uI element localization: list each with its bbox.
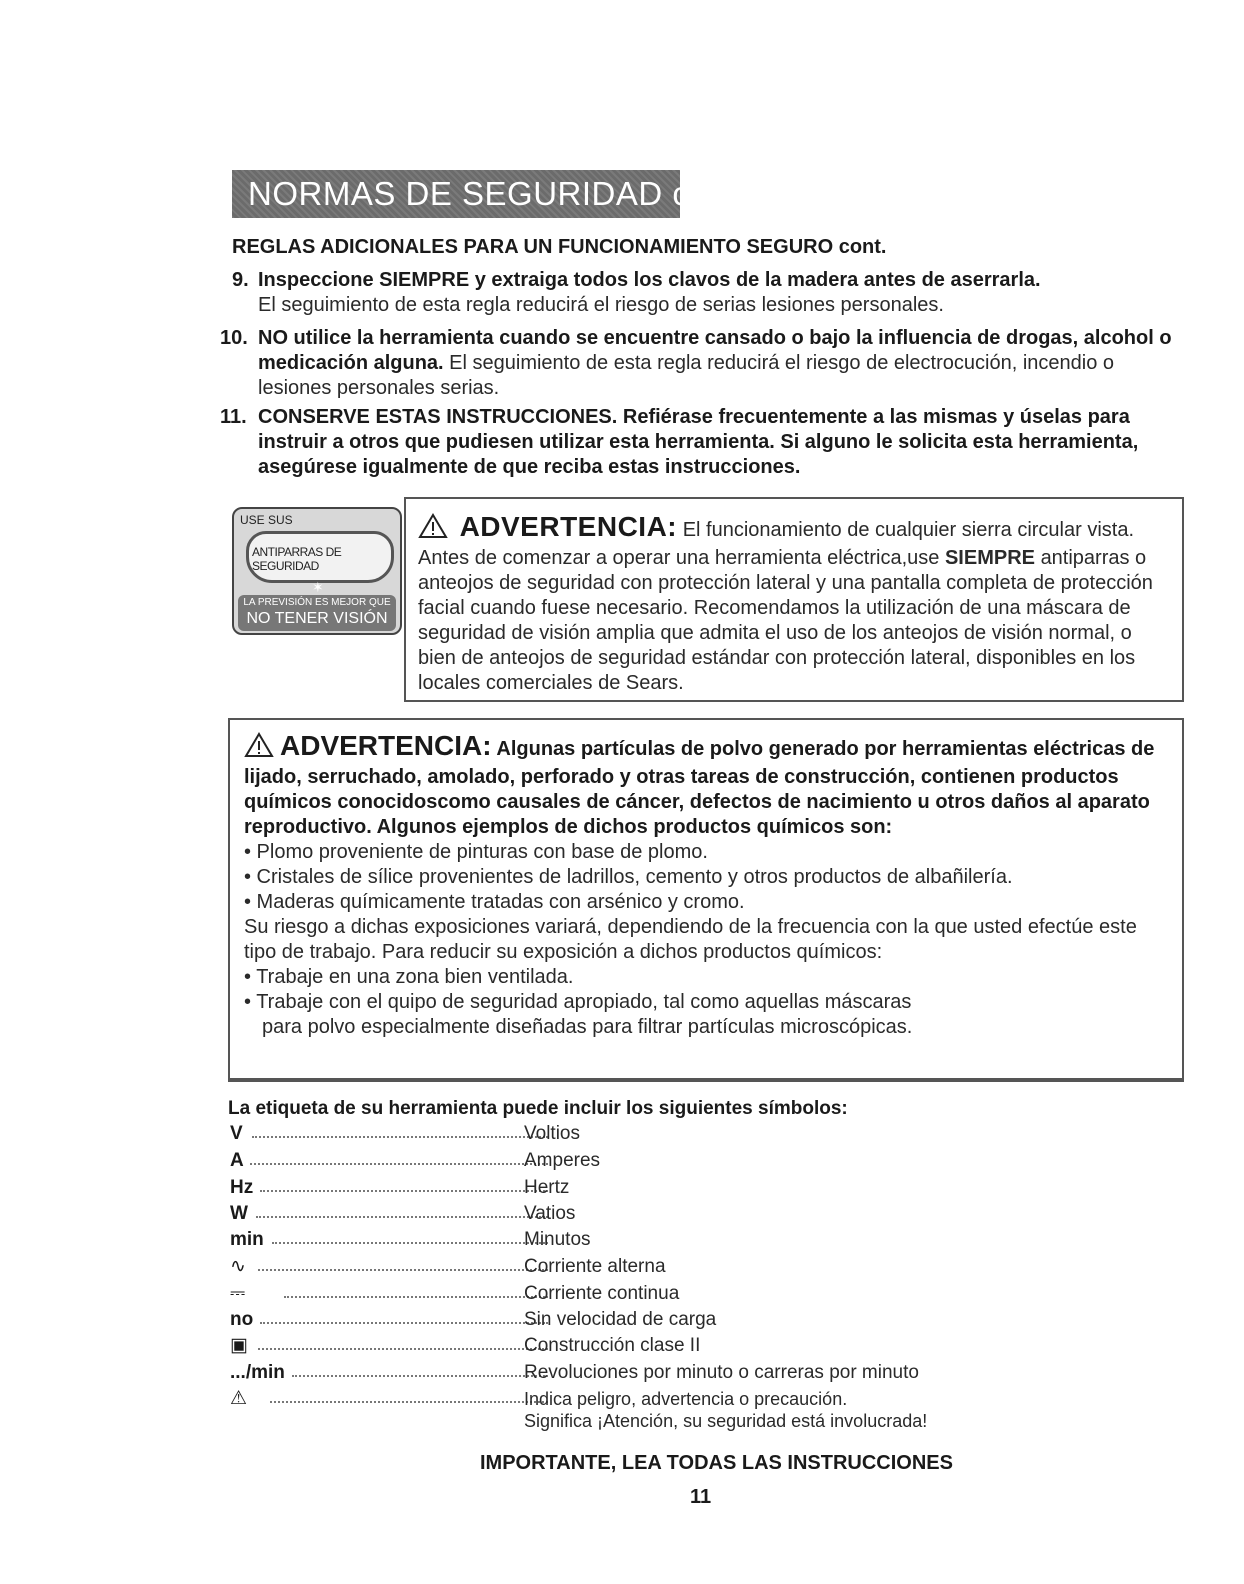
bullet-item-continued: para polvo especialmente diseñadas para filtrar partículas microscópicas. (262, 1016, 913, 1038)
warning-emphasis: SIEMPRE (944, 547, 1035, 569)
class-ii-construction-icon: ▣ (230, 1335, 248, 1356)
warning-lead-text: Algunas partículas de polvo generado por herramientas eléctricas de lijado, serruchado, amolado, perforado y otras tareas de construcción, contienen productos químicos conocidoscomo causales de cáncer, defectos de nacimiento u otros daños al aparato reproductivo. Algunos ejemplos de dichos productos químicos son: (244, 738, 1155, 838)
warning-paragraph: Su riesgo a dichas exposiciones variará, dependiendo de la frecuencia con la que usted efectúe este tipo de trabajo. Para reducir su exposición a dichos productos químicos: (244, 916, 1137, 963)
alternating-current-icon: ∿ (230, 1256, 246, 1277)
symbol: .../min (230, 1362, 285, 1383)
leader-dots (258, 1269, 548, 1271)
warning-triangle-icon: ⚠ (230, 1388, 248, 1409)
goggles-slogan (238, 595, 396, 631)
leader-dots (272, 1242, 548, 1244)
rule-9 (232, 268, 1192, 318)
symbol-definition: Minutos (524, 1229, 591, 1250)
symbol-row (230, 1281, 990, 1307)
symbol-definition: Revoluciones por minuto o carreras por minuto (524, 1362, 919, 1383)
symbol-row (230, 1333, 990, 1359)
symbol: W (230, 1203, 248, 1224)
symbol-definition: Voltios (524, 1123, 580, 1144)
goggles-top-label: USE SUS (240, 513, 293, 527)
symbols-heading: La etiqueta de su herramienta puede incluir los siguientes símbolos: (228, 1098, 848, 1119)
warning-lead (244, 732, 1168, 840)
warning-title: ADVERTENCIA: (459, 511, 678, 542)
rule-bold-text: Inspeccione SIEMPRE y extraiga todos los clavos de la madera antes de aserrarla. (258, 269, 1041, 291)
rule-number: 9. (232, 269, 249, 291)
leader-dots (258, 1348, 548, 1350)
subheading: REGLAS ADICIONALES PARA UN FUNCIONAMIENTO SEGURO cont. (232, 236, 887, 258)
symbol-definition-extra: Significa ¡Atención, su seguridad está involucrada! (524, 1411, 928, 1431)
bullet-item: • Maderas químicamente tratadas con arsénico y cromo. (244, 891, 745, 913)
leader-dots (260, 1190, 548, 1192)
symbol-definition: Hertz (524, 1177, 570, 1198)
symbol: min (230, 1229, 264, 1250)
star-icon: ✶ (312, 579, 324, 595)
rule-10 (220, 326, 1190, 401)
symbol-definition: Construcción clase II (524, 1335, 701, 1356)
rule-text: El seguimiento de esta regla reducirá el riesgo de serias lesiones personales. (258, 294, 944, 316)
warning-title: ADVERTENCIA: (280, 730, 492, 761)
symbol-row (230, 1360, 990, 1386)
leader-dots (284, 1296, 548, 1298)
bullet-item: • Cristales de sílice provenientes de ladrillos, cemento y otros productos de albañilería. (244, 866, 1013, 888)
rule-bold-text: CONSERVE ESTAS INSTRUCCIONES. Refiérase frecuentemente a las mismas y úselas para instruir a otros que pudiesen utilizar esta herramienta. Si alguno le solicita esta herramienta, asegúrese igualmente de que reciba estas instrucciones. (258, 406, 1139, 478)
bullet-item: • Trabaje con el quipo de seguridad apropiado, tal como aquellas máscaras (244, 991, 912, 1013)
bullet-item: • Trabaje en una zona bien ventilada. (244, 966, 574, 988)
symbol-row (230, 1227, 990, 1253)
symbol-row (230, 1307, 990, 1333)
leader-dots (270, 1401, 548, 1403)
goggles-slogan-line1: LA PREVISIÓN ES MEJOR QUE (243, 597, 391, 608)
warning-text-a: El funcionamiento de cualquier sierra circular vista. Antes de comenzar a operar una herramienta eléctrica,use (418, 519, 1135, 569)
leader-dots (256, 1216, 548, 1218)
goggles-slogan-line2: NO TENER VISIÓN (246, 610, 388, 627)
symbol: Hz (230, 1177, 254, 1198)
symbol-row (230, 1121, 990, 1147)
rule-number: 11. (220, 406, 247, 428)
symbol: V (230, 1123, 243, 1144)
direct-current-icon: ⎓ (230, 1283, 246, 1304)
rule-text: El seguimiento de esta regla reducirá el riesgo de electrocución, incendio o lesiones personales serias. (258, 352, 1115, 399)
rule-11 (220, 405, 1190, 480)
warning-text-b: antiparras o anteojos de seguridad con protección lateral y una pantalla completa de protección facial cuando fuese necesario. Recomendamos la utilización de una máscara de seguridad de visión amplia que admita el uso de los anteojos de visión normal, o bien de anteojos de seguridad estándar con protección lateral, disponibles en los locales comerciales de Sears. (418, 547, 1153, 694)
goggles-lens-label: ANTIPARRAS DE SEGURIDAD (252, 545, 342, 573)
symbol-row (230, 1254, 990, 1280)
bullet-item: • Plomo proveniente de pinturas con base de plomo. (244, 841, 708, 863)
symbol-definition: Vatios (524, 1203, 576, 1224)
rule-bold-text: NO utilice la herramienta cuando se encuentre cansado o bajo la influencia de drogas, alcohol o medicación alguna. (258, 327, 1172, 374)
page-number: 11 (690, 1486, 712, 1508)
safety-goggles-graphic (232, 507, 402, 635)
symbol-row (230, 1148, 990, 1174)
leader-dots (260, 1322, 548, 1324)
warning-triangle-icon (418, 513, 448, 546)
symbol-row (230, 1175, 990, 1201)
footer-notice: IMPORTANTE, LEA TODAS LAS INSTRUCCIONES (480, 1452, 953, 1474)
symbol-definition: Corriente alterna (524, 1256, 666, 1277)
symbol-definition: Amperes (524, 1150, 601, 1171)
symbol-definition: Indica peligro, advertencia o precaución. (524, 1389, 848, 1409)
warning-box-dust (228, 718, 1184, 1082)
leader-dots (250, 1163, 548, 1165)
rule-number: 10. (220, 327, 248, 349)
symbol: A (230, 1150, 244, 1171)
leader-dots (252, 1136, 548, 1138)
warning-box-eye-protection (404, 497, 1184, 702)
symbol-row (230, 1201, 990, 1227)
symbol-row (230, 1386, 990, 1434)
warning-triangle-icon (244, 732, 274, 765)
symbol: no (230, 1309, 254, 1330)
leader-dots (292, 1375, 548, 1377)
symbol-definition: Corriente continua (524, 1283, 680, 1304)
symbol-definition: Sin velocidad de carga (524, 1309, 717, 1330)
section-banner: NORMAS DE SEGURIDAD cont. (232, 170, 680, 218)
